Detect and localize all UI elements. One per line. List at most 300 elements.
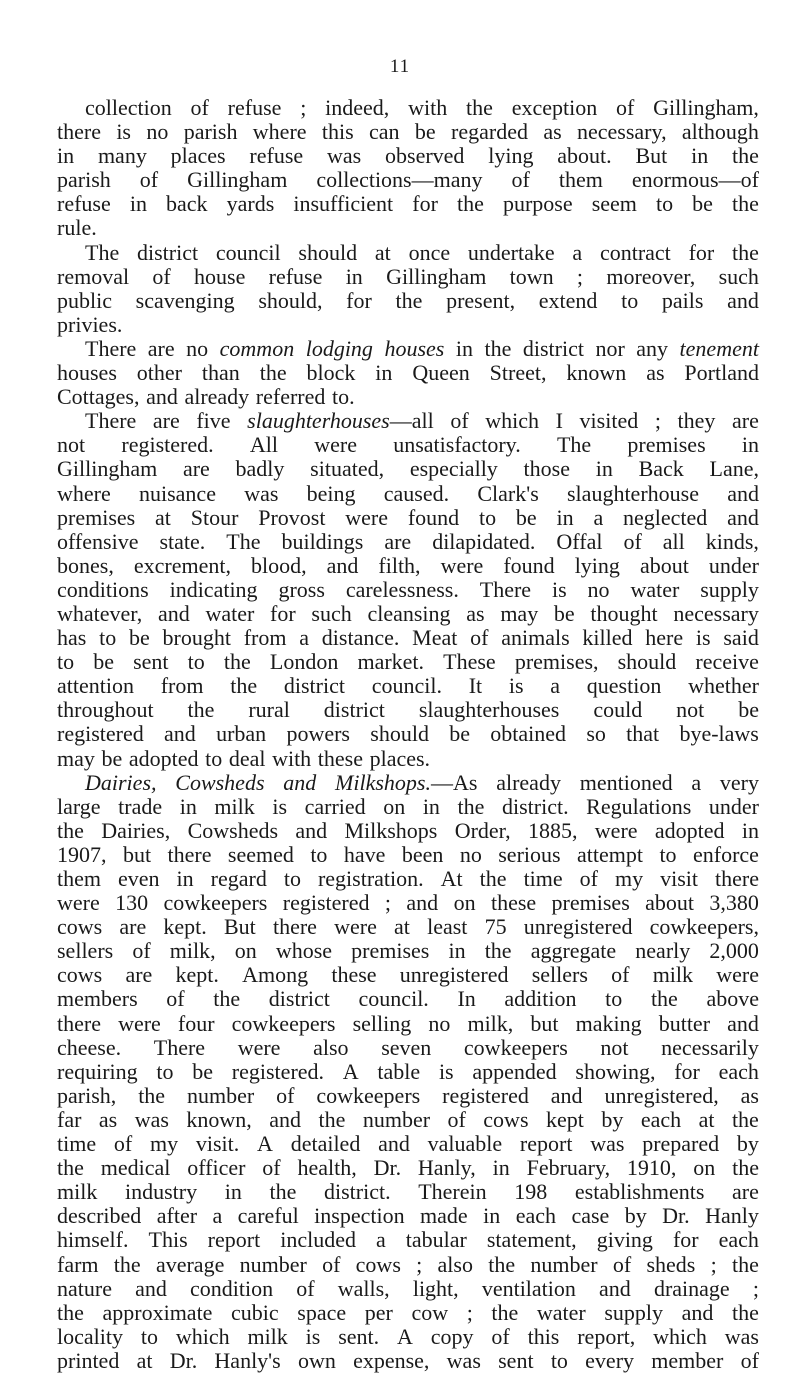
italic-word: common: [219, 335, 295, 361]
text-line: [57, 313, 759, 337]
word: Provost: [258, 504, 326, 530]
word: to: [283, 866, 301, 891]
word: made: [420, 1203, 468, 1229]
word: there: [167, 841, 212, 867]
word: by: [624, 1203, 647, 1229]
word: are: [732, 408, 759, 434]
word: Clark's: [477, 480, 539, 506]
word: space: [297, 1299, 347, 1325]
word: district: [283, 673, 345, 699]
word: Milkshops.—As: [335, 769, 478, 795]
word: them: [558, 167, 603, 193]
word: are: [119, 914, 147, 940]
word: the: [457, 793, 485, 819]
word: are: [147, 335, 175, 361]
word: of: [322, 1251, 341, 1277]
word: filth,: [378, 552, 421, 578]
word: yards: [226, 191, 275, 217]
word: ;: [300, 95, 307, 120]
word: the: [187, 697, 215, 723]
word: although: [681, 119, 759, 145]
word: bye-laws: [679, 721, 759, 747]
word: Hanly's: [214, 1347, 281, 1373]
word: cowkeepers,: [649, 914, 759, 940]
italic-word: and: [283, 769, 317, 795]
word: and: [727, 504, 759, 530]
word: cowkeepers: [163, 890, 268, 916]
text-line: [57, 819, 759, 843]
word: Stour: [190, 504, 239, 530]
word: whatever,: [57, 600, 143, 626]
word: cows: [355, 1251, 401, 1277]
word: aggregate: [530, 938, 617, 964]
word: public: [57, 287, 112, 313]
word: unregistered,: [604, 1082, 719, 1108]
word: copy: [430, 1323, 474, 1349]
word: printed: [57, 1347, 120, 1373]
text-line: [57, 915, 759, 939]
word: report: [207, 1227, 261, 1253]
word: It: [468, 673, 483, 699]
word: is: [272, 793, 288, 819]
word: in: [556, 504, 574, 530]
word: with: [408, 95, 448, 120]
word: as: [98, 1106, 118, 1132]
word: and: [157, 600, 190, 626]
text-line: [57, 409, 759, 433]
word: under: [708, 552, 759, 578]
word: valuable: [427, 1131, 503, 1157]
word: are: [384, 528, 412, 554]
word: slaughterhouses: [418, 697, 560, 723]
text-line: [57, 771, 759, 795]
word: thought: [590, 600, 658, 626]
word: they: [677, 408, 716, 434]
word: 2,000: [709, 938, 759, 964]
word: even: [118, 866, 160, 891]
word: places.: [369, 745, 431, 771]
word: each: [718, 1058, 759, 1084]
word: to: [205, 745, 223, 771]
word: bones,: [57, 552, 114, 578]
word: moreover,: [606, 263, 696, 289]
word: of: [616, 95, 635, 120]
word: locality: [57, 1323, 123, 1349]
italic-word: lodging: [305, 335, 373, 361]
word: is: [551, 576, 567, 602]
word: the: [223, 649, 251, 675]
word: giving: [596, 1227, 653, 1253]
text-line: [57, 337, 759, 361]
word: back: [166, 191, 208, 217]
word: many: [97, 143, 147, 169]
word: registered: [442, 1082, 529, 1108]
word: The: [85, 239, 120, 265]
word: sheds: [646, 1251, 696, 1277]
word: Gillingham,: [653, 95, 759, 120]
word: Street,: [489, 360, 547, 386]
word: other: [136, 360, 182, 386]
word: is: [116, 119, 131, 145]
word: Meat: [412, 625, 458, 651]
word: parish,: [57, 1082, 117, 1108]
word: were: [716, 962, 759, 988]
word: this: [321, 119, 354, 145]
word: be: [449, 721, 470, 747]
text-line: [57, 987, 759, 1011]
word: Gillingham: [187, 167, 288, 193]
word: Back: [638, 456, 684, 482]
word: a: [212, 1203, 223, 1229]
word: at: [698, 1106, 715, 1132]
word: whose: [275, 938, 333, 964]
word: [220, 337, 295, 361]
word: cows: [57, 962, 103, 988]
word: member: [651, 1347, 724, 1373]
word: not: [600, 1034, 629, 1060]
word: in: [455, 335, 473, 361]
word: was: [244, 480, 279, 506]
word: being: [306, 480, 356, 506]
word: kept: [545, 1106, 584, 1132]
word: with: [272, 745, 312, 771]
word: there: [57, 119, 101, 145]
word: these: [317, 745, 363, 771]
word: milk: [57, 1179, 98, 1205]
word: about: [639, 552, 689, 578]
word: the: [732, 191, 759, 217]
word: There: [153, 1034, 206, 1060]
word: where: [252, 119, 307, 145]
text-line: [57, 698, 759, 722]
text-line: [57, 1301, 759, 1325]
word: the: [456, 191, 484, 217]
word: privies.: [57, 311, 123, 337]
word: to: [156, 1058, 174, 1084]
word: in: [741, 817, 759, 843]
word: I: [555, 408, 563, 434]
word: after: [156, 1203, 198, 1229]
word: was: [326, 143, 362, 169]
word: number: [239, 1251, 307, 1277]
word: [384, 337, 444, 361]
word: were: [440, 552, 484, 578]
word: already: [496, 769, 561, 795]
word: but: [122, 841, 152, 867]
word: and: [599, 1275, 631, 1301]
word: the: [395, 287, 423, 313]
word: rural: [248, 697, 290, 723]
text-line: [57, 1156, 759, 1180]
text-line: [57, 1108, 759, 1132]
word: members: [57, 986, 138, 1012]
word: throughout: [57, 697, 154, 723]
word: scavenging: [135, 287, 235, 313]
word: and: [681, 1299, 714, 1325]
word: the: [318, 1106, 346, 1132]
text-line: [57, 530, 759, 554]
word: once: [408, 239, 451, 265]
word: such: [311, 600, 352, 626]
word: the: [259, 360, 287, 386]
word: the: [213, 986, 241, 1012]
word: case: [571, 1203, 610, 1229]
text-line: [57, 482, 759, 506]
word: selling: [352, 1010, 412, 1036]
word: Hanly,: [417, 1155, 476, 1181]
word: a: [691, 769, 702, 795]
word: exception: [511, 95, 598, 120]
word: in: [422, 793, 440, 819]
word: visit: [660, 866, 699, 891]
word: by: [601, 1106, 624, 1132]
word: removal: [57, 263, 130, 289]
word: were: [334, 914, 377, 940]
word: report,: [577, 1323, 636, 1349]
word: the: [650, 986, 678, 1012]
word: parish: [183, 119, 238, 145]
word: slaughterhouses—all: [247, 408, 434, 434]
word: But: [223, 914, 256, 940]
word: should,: [258, 287, 323, 313]
word: in: [345, 263, 363, 289]
word: addition: [504, 986, 577, 1012]
word: attention: [57, 673, 134, 699]
word: milk: [247, 1323, 288, 1349]
word: necessary: [673, 600, 759, 626]
word: to: [621, 287, 639, 313]
word: Offal: [556, 528, 603, 554]
word: this: [527, 1323, 560, 1349]
word: premises: [57, 504, 136, 530]
word: included: [280, 1227, 356, 1253]
text-line: [57, 1325, 759, 1349]
word: powers: [286, 721, 350, 747]
word: registered.: [231, 1058, 325, 1084]
word: than: [201, 360, 240, 386]
word: excrement,: [133, 552, 231, 578]
word: and: [727, 1010, 759, 1036]
word: in: [741, 432, 759, 458]
text-line: [57, 891, 759, 915]
word: and: [135, 1275, 167, 1301]
word: health,: [297, 1155, 357, 1181]
word: for: [674, 1058, 700, 1084]
word: ;: [416, 1251, 423, 1277]
word: Dr.: [169, 1347, 198, 1373]
word: the: [113, 1251, 141, 1277]
word: district: [268, 986, 330, 1012]
word: milk,: [467, 1010, 514, 1036]
word: each: [718, 1227, 759, 1253]
word: the: [484, 335, 512, 361]
word: district: [323, 697, 385, 723]
word: These: [443, 649, 496, 675]
word: there: [57, 1010, 101, 1036]
word: the: [732, 1251, 759, 1277]
word: Order,: [454, 817, 511, 843]
word: is: [695, 625, 711, 651]
word: water: [536, 1299, 586, 1325]
word: blood,: [250, 552, 307, 578]
word: of: [276, 1082, 295, 1108]
word: butter: [658, 1010, 711, 1036]
word: of: [447, 1106, 466, 1132]
word: which: [175, 1323, 230, 1349]
word: was: [446, 1347, 481, 1373]
word: far: [57, 1106, 82, 1132]
word: be: [192, 1058, 214, 1084]
word: but: [530, 1010, 559, 1036]
word: Dr.: [373, 1155, 402, 1181]
word: any: [636, 335, 669, 361]
word: known: [566, 360, 627, 386]
word: be: [414, 119, 436, 145]
word: every: [585, 1347, 635, 1373]
word: no: [186, 335, 209, 361]
text-line: [57, 602, 759, 626]
word: the: [488, 1251, 516, 1277]
word: the: [57, 817, 84, 843]
word: enforce: [693, 841, 759, 867]
word: [283, 771, 316, 795]
word: necessary,: [576, 119, 667, 145]
word: of: [262, 1155, 281, 1181]
text-line: [57, 626, 759, 650]
word: referred: [255, 384, 326, 410]
word: no: [428, 1010, 451, 1036]
word: lying: [574, 552, 620, 578]
word: has: [57, 625, 87, 651]
word: nearly: [635, 938, 691, 964]
text-line: [57, 96, 759, 120]
word: situated,: [310, 456, 385, 482]
word: as: [466, 600, 485, 626]
word: should: [370, 721, 429, 747]
word: cleansing: [367, 600, 451, 626]
word: [306, 337, 373, 361]
text-line: [57, 1204, 759, 1228]
word: killed: [582, 625, 633, 651]
word: as: [740, 1082, 759, 1108]
word: the: [731, 1106, 759, 1132]
word: all: [662, 528, 685, 554]
text-line: [57, 192, 759, 216]
word: officer: [187, 1155, 246, 1181]
word: But: [635, 143, 668, 169]
word: were: [314, 432, 357, 458]
text-line: [57, 241, 759, 265]
word: a: [299, 625, 310, 651]
text-line: [57, 168, 759, 192]
word: Hanly: [705, 1203, 759, 1229]
word: making: [575, 1010, 642, 1036]
word: here: [645, 625, 684, 651]
word: district.: [501, 793, 569, 819]
word: industry: [124, 1179, 198, 1205]
word: may: [57, 745, 95, 771]
word: are: [182, 456, 210, 482]
text-line: [57, 843, 759, 867]
word: urban: [216, 721, 267, 747]
word: for: [672, 1227, 699, 1253]
word: is: [305, 1323, 321, 1349]
word: not: [57, 432, 86, 458]
word: time: [57, 1131, 97, 1157]
word: and: [727, 480, 759, 506]
italic-word: Cowsheds: [175, 769, 265, 795]
word: Therein: [418, 1179, 487, 1205]
word: places: [170, 143, 226, 169]
word: careful: [237, 1203, 299, 1229]
word: At: [440, 866, 463, 891]
word: in: [595, 456, 613, 482]
word: ;: [576, 263, 584, 289]
word: council.: [358, 986, 429, 1012]
word: seem: [591, 191, 637, 217]
word: especially: [409, 456, 498, 482]
word: in: [448, 938, 466, 964]
word: for: [346, 287, 372, 313]
word: premises,: [514, 649, 599, 675]
word: lying: [488, 143, 534, 169]
word: Cottages,: [57, 384, 140, 410]
word: least: [427, 914, 468, 940]
word: to.: [331, 384, 355, 410]
word: not: [676, 697, 705, 723]
word: trade: [118, 793, 163, 819]
word: of: [511, 167, 530, 193]
word: collections—many: [316, 167, 483, 193]
word: adopted: [128, 745, 199, 771]
word: four: [177, 1010, 215, 1036]
word: were: [345, 504, 389, 530]
word: own: [297, 1347, 336, 1373]
word: milk: [652, 962, 694, 988]
word: be: [101, 745, 123, 771]
word: serious: [498, 841, 561, 867]
word: council.: [371, 673, 442, 699]
word: conditions: [57, 576, 149, 602]
word: of: [152, 263, 171, 289]
text-line: [57, 867, 759, 891]
word: in: [691, 143, 709, 169]
word: so: [586, 721, 606, 747]
word: badly: [235, 456, 285, 482]
word: 1885,: [527, 817, 578, 843]
word: could: [593, 697, 643, 723]
word: about: [645, 890, 695, 916]
word: be: [692, 191, 713, 217]
word: adopted: [654, 817, 725, 843]
word: to: [57, 649, 75, 675]
word: supply: [700, 576, 759, 602]
word: market.: [357, 649, 425, 675]
word: collection: [85, 95, 172, 120]
word: establishments: [574, 1179, 705, 1205]
word: animals: [501, 625, 570, 651]
word: unregistered: [523, 914, 633, 940]
word: tabular: [405, 1227, 467, 1253]
word: [680, 337, 759, 361]
word: drainage: [653, 1275, 730, 1301]
word: condition: [190, 1275, 274, 1301]
word: each: [515, 1203, 556, 1229]
word: those: [523, 456, 570, 482]
word: of: [612, 1251, 632, 1277]
text-line: [57, 674, 759, 698]
text-line: [57, 361, 759, 385]
